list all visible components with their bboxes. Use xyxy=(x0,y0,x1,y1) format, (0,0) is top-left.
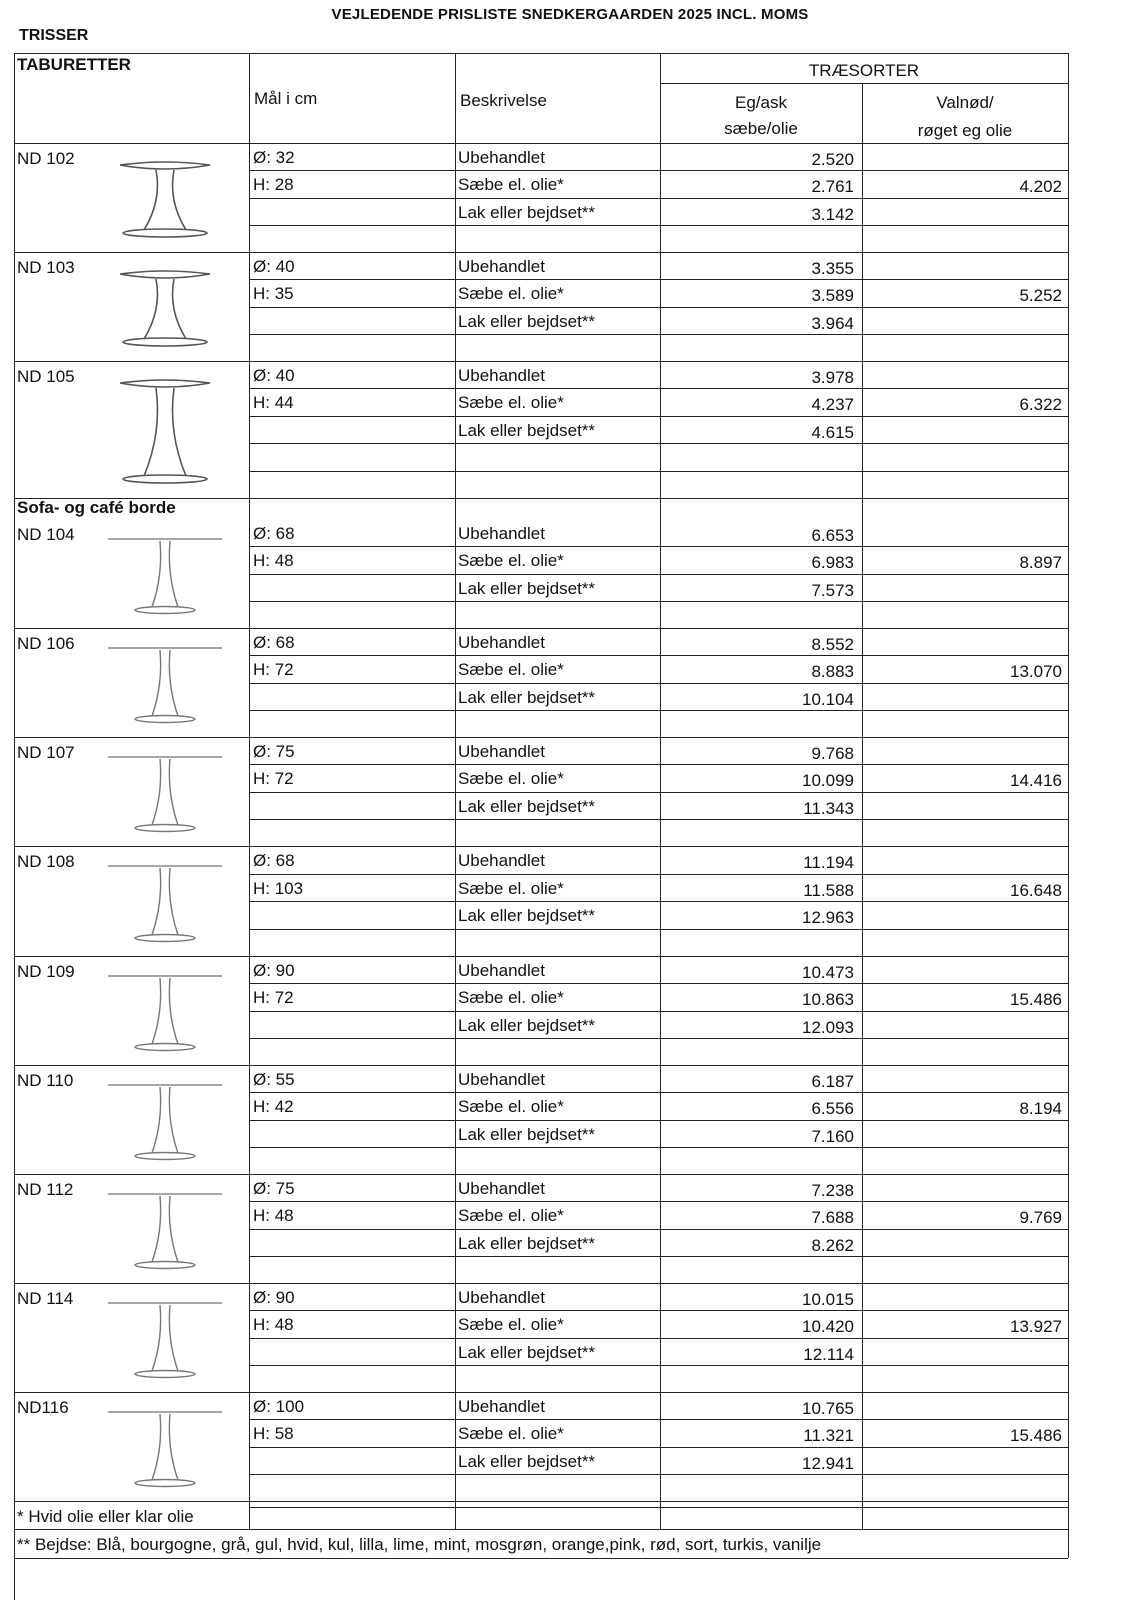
finish-label: Sæbe el. olie* xyxy=(458,1424,564,1444)
price-oak-ash: 6.187 xyxy=(811,1072,854,1091)
column-divider xyxy=(862,83,863,1529)
product-height: H: 58 xyxy=(253,1424,294,1444)
finish-label: Sæbe el. olie* xyxy=(458,878,564,898)
price-walnut: 8.194 xyxy=(1019,1099,1062,1119)
row-line xyxy=(249,546,1068,547)
price-oak-ash: 2.520 xyxy=(811,150,854,169)
header-dimensions: Mål i cm xyxy=(254,89,318,108)
product-code: ND 107 xyxy=(17,743,75,762)
row-line xyxy=(249,1092,1068,1093)
row-line xyxy=(249,901,1068,902)
price-oak-ash: 9.768 xyxy=(811,744,854,763)
table-icon xyxy=(100,640,230,725)
row-line xyxy=(249,655,1068,656)
row-line xyxy=(249,388,1068,389)
product-diameter: Ø: 90 xyxy=(253,1288,295,1307)
column-divider xyxy=(249,53,250,1529)
finish-label: Sæbe el. olie* xyxy=(458,551,564,571)
product-diameter: Ø: 68 xyxy=(253,633,295,652)
row-line xyxy=(249,1474,1068,1475)
price-oak-ash: 12.093 xyxy=(802,1017,854,1037)
finish-label: Ubehandlet xyxy=(458,961,545,980)
row-line xyxy=(249,983,1068,984)
row-line xyxy=(249,1419,1068,1420)
finish-label: Ubehandlet xyxy=(458,742,545,761)
price-oak-ash: 10.765 xyxy=(802,1399,854,1418)
price-oak-ash: 6.653 xyxy=(811,526,854,545)
header-description: Beskrivelse xyxy=(460,91,547,110)
table-icon xyxy=(100,1404,230,1489)
price-oak-ash: 3.142 xyxy=(811,204,854,224)
stool-icon xyxy=(100,373,230,486)
header-bottom-border xyxy=(14,143,1068,144)
header-walnut: Valnød/ xyxy=(936,93,994,112)
row-line xyxy=(249,1201,1068,1202)
product-height: H: 44 xyxy=(253,393,294,413)
finish-label: Lak eller bejdset** xyxy=(458,1233,596,1253)
product-diameter: Ø: 75 xyxy=(253,1179,295,1198)
finish-label: Sæbe el. olie* xyxy=(458,284,564,304)
product-code: ND 110 xyxy=(17,1071,74,1090)
product-block-border xyxy=(14,628,1068,629)
footnote-divider xyxy=(14,1529,1068,1530)
price-oak-ash: 3.978 xyxy=(811,368,854,387)
price-oak-ash: 10.099 xyxy=(802,771,854,791)
price-oak-ash: 11.343 xyxy=(803,798,854,818)
finish-label: Ubehandlet xyxy=(458,633,545,652)
product-code: ND 102 xyxy=(17,149,75,168)
finish-label: Lak eller bejdset** xyxy=(458,687,596,707)
row-line xyxy=(249,416,1068,417)
row-line xyxy=(249,1120,1068,1121)
row-line xyxy=(249,764,1068,765)
finish-label: Ubehandlet xyxy=(458,1397,545,1416)
table-icon xyxy=(100,531,230,616)
price-walnut: 9.769 xyxy=(1019,1208,1062,1228)
product-code: ND 103 xyxy=(17,258,75,277)
table-icon xyxy=(100,1077,230,1162)
row-line xyxy=(249,198,1068,199)
table-icon xyxy=(100,749,230,834)
price-walnut: 6.322 xyxy=(1019,395,1062,415)
finish-label: Sæbe el. olie* xyxy=(458,660,564,680)
section-heading-trisser: TRISSER xyxy=(19,27,89,44)
table-icon xyxy=(100,968,230,1053)
product-height: H: 103 xyxy=(253,878,304,898)
price-oak-ash: 3.964 xyxy=(811,313,854,333)
row-line xyxy=(249,1147,1068,1148)
row-line xyxy=(249,170,1068,171)
table-icon xyxy=(100,858,230,944)
row-line xyxy=(249,874,1068,875)
price-oak-ash: 2.761 xyxy=(811,177,854,197)
header-wood-types: TRÆSORTER xyxy=(808,61,920,80)
table-top-border xyxy=(14,53,1068,54)
product-height: H: 72 xyxy=(253,660,294,680)
finish-label: Ubehandlet xyxy=(458,257,545,276)
price-oak-ash: 11.321 xyxy=(803,1426,854,1446)
finish-label: Ubehandlet xyxy=(458,148,545,167)
price-walnut: 15.486 xyxy=(1010,1426,1062,1446)
product-code: ND 109 xyxy=(17,962,75,981)
product-block-border xyxy=(14,361,1068,362)
row-line xyxy=(249,601,1068,602)
price-oak-ash: 6.556 xyxy=(811,1099,854,1119)
finish-label: Sæbe el. olie* xyxy=(458,1097,564,1117)
row-line xyxy=(249,929,1068,930)
footnote-stain: ** Bejdse: Blå, bourgogne, grå, gul, hvid, kul, lilla, lime, mint, mosgrøn, orange,pink, rød, sort, turkis, vanilje xyxy=(17,1535,822,1554)
product-block-border xyxy=(14,1174,1068,1175)
product-diameter: Ø: 55 xyxy=(253,1070,295,1089)
product-code: ND 114 xyxy=(17,1289,74,1308)
product-height: H: 72 xyxy=(253,988,294,1008)
row-line xyxy=(249,1365,1068,1366)
price-oak-ash: 7.573 xyxy=(811,580,854,600)
price-oak-ash: 4.237 xyxy=(811,395,854,415)
product-diameter: Ø: 40 xyxy=(253,257,295,276)
product-block-border xyxy=(14,1392,1068,1393)
row-line xyxy=(249,443,1068,444)
product-code: ND 106 xyxy=(17,634,75,653)
row-line xyxy=(249,279,1068,280)
price-oak-ash: 12.941 xyxy=(802,1453,854,1473)
product-diameter: Ø: 68 xyxy=(253,851,295,870)
price-oak-ash: 8.552 xyxy=(811,635,854,654)
product-diameter: Ø: 32 xyxy=(253,148,295,167)
row-line xyxy=(249,471,1068,472)
product-block-border xyxy=(14,1501,1068,1502)
footnote-oil: * Hvid olie eller klar olie xyxy=(17,1507,194,1526)
price-oak-ash: 8.883 xyxy=(811,662,854,682)
finish-label: Lak eller bejdset** xyxy=(458,1124,596,1144)
price-oak-ash: 10.015 xyxy=(802,1290,854,1309)
price-walnut: 14.416 xyxy=(1010,771,1062,791)
row-line xyxy=(249,307,1068,308)
price-oak-ash: 7.688 xyxy=(811,1208,854,1228)
table-left-border xyxy=(14,53,15,1600)
row-line xyxy=(249,710,1068,711)
price-oak-ash: 10.420 xyxy=(802,1317,854,1337)
finish-label: Sæbe el. olie* xyxy=(458,175,564,195)
finish-label: Lak eller bejdset** xyxy=(458,420,596,440)
row-line xyxy=(249,683,1068,684)
finish-label: Ubehandlet xyxy=(458,1179,545,1198)
row-line xyxy=(249,792,1068,793)
finish-label: Sæbe el. olie* xyxy=(458,1206,564,1226)
product-block-border xyxy=(14,737,1068,738)
header-taburetter: TABURETTER xyxy=(17,55,131,74)
product-block-border xyxy=(14,1283,1068,1284)
row-line xyxy=(249,225,1068,226)
row-line xyxy=(249,1507,1068,1508)
product-code: ND 112 xyxy=(17,1180,74,1199)
product-height: H: 48 xyxy=(253,551,294,571)
price-oak-ash: 7.160 xyxy=(811,1126,854,1146)
product-height: H: 72 xyxy=(253,769,294,789)
wood-types-divider xyxy=(660,83,1068,84)
row-line xyxy=(249,574,1068,575)
price-oak-ash: 6.983 xyxy=(811,553,854,573)
product-code: ND 105 xyxy=(17,367,75,386)
finish-label: Ubehandlet xyxy=(458,1288,545,1307)
row-line xyxy=(249,819,1068,820)
product-block-border xyxy=(14,252,1068,253)
product-height: H: 35 xyxy=(253,284,294,304)
finish-label: Lak eller bejdset** xyxy=(458,1342,596,1362)
table-icon xyxy=(100,1295,230,1380)
price-oak-ash: 7.238 xyxy=(811,1181,854,1200)
product-block-border xyxy=(14,1065,1068,1066)
finish-label: Ubehandlet xyxy=(458,366,545,385)
column-divider xyxy=(660,53,661,1529)
finish-label: Sæbe el. olie* xyxy=(458,393,564,413)
row-line xyxy=(249,1310,1068,1311)
stool-icon xyxy=(100,155,230,240)
price-walnut: 4.202 xyxy=(1019,177,1062,197)
price-walnut: 15.486 xyxy=(1010,990,1062,1010)
finish-label: Ubehandlet xyxy=(458,851,545,870)
finish-label: Sæbe el. olie* xyxy=(458,1315,564,1335)
product-diameter: Ø: 75 xyxy=(253,742,295,761)
row-line xyxy=(249,1338,1068,1339)
row-line xyxy=(249,1256,1068,1257)
price-walnut: 16.648 xyxy=(1010,880,1062,900)
product-diameter: Ø: 68 xyxy=(253,524,295,543)
finish-label: Sæbe el. olie* xyxy=(458,769,564,789)
table-icon xyxy=(100,1186,230,1271)
product-diameter: Ø: 90 xyxy=(253,961,295,980)
section-heading-sofa-cafe: Sofa- og café borde xyxy=(17,498,176,517)
product-height: H: 48 xyxy=(253,1206,294,1226)
row-line xyxy=(249,1229,1068,1230)
row-line xyxy=(249,1038,1068,1039)
header-walnut-finish: røget eg olie xyxy=(917,121,1013,140)
product-diameter: Ø: 100 xyxy=(253,1397,305,1416)
finish-label: Lak eller bejdset** xyxy=(458,796,596,816)
finish-label: Lak eller bejdset** xyxy=(458,311,596,331)
page-title: VEJLEDENDE PRISLISTE SNEDKERGAARDEN 2025 INCL. MOMS xyxy=(331,6,809,23)
row-line xyxy=(249,334,1068,335)
product-height: H: 48 xyxy=(253,1315,294,1335)
finish-label: Lak eller bejdset** xyxy=(458,578,596,598)
stool-icon xyxy=(100,264,230,349)
finish-label: Lak eller bejdset** xyxy=(458,1451,596,1471)
price-oak-ash: 11.194 xyxy=(803,853,854,872)
price-oak-ash: 8.262 xyxy=(811,1235,854,1255)
row-line xyxy=(249,1011,1068,1012)
finish-label: Ubehandlet xyxy=(458,524,545,543)
footnote-divider xyxy=(14,1558,1068,1559)
column-divider xyxy=(455,53,456,1529)
product-code: ND 108 xyxy=(17,852,75,871)
price-walnut: 8.897 xyxy=(1019,553,1062,573)
price-oak-ash: 3.589 xyxy=(811,286,854,306)
price-walnut: 13.070 xyxy=(1010,662,1062,682)
finish-label: Ubehandlet xyxy=(458,1070,545,1089)
product-diameter: Ø: 40 xyxy=(253,366,295,385)
product-block-border xyxy=(14,846,1068,847)
finish-label: Sæbe el. olie* xyxy=(458,988,564,1008)
header-oak-ash-finish: sæbe/olie xyxy=(724,119,798,138)
price-oak-ash: 10.863 xyxy=(802,990,854,1010)
product-block-border xyxy=(14,956,1068,957)
price-walnut: 5.252 xyxy=(1019,286,1062,306)
finish-label: Lak eller bejdset** xyxy=(458,906,596,925)
product-height: H: 28 xyxy=(253,175,294,195)
finish-label: Lak eller bejdset** xyxy=(458,1015,596,1035)
price-oak-ash: 4.615 xyxy=(811,422,854,442)
product-code: ND116 xyxy=(17,1398,69,1417)
price-oak-ash: 10.104 xyxy=(802,689,854,709)
price-walnut: 13.927 xyxy=(1010,1317,1062,1337)
product-code: ND 104 xyxy=(17,525,75,544)
price-oak-ash: 3.355 xyxy=(811,259,854,278)
price-oak-ash: 11.588 xyxy=(803,880,854,900)
price-oak-ash: 12.114 xyxy=(803,1344,854,1364)
product-height: H: 42 xyxy=(253,1097,294,1117)
table-right-border xyxy=(1068,53,1069,1558)
price-oak-ash: 10.473 xyxy=(802,963,854,982)
finish-label: Lak eller bejdset** xyxy=(458,202,596,222)
header-oak-ash: Eg/ask xyxy=(735,93,787,112)
price-oak-ash: 12.963 xyxy=(802,908,854,927)
row-line xyxy=(249,1447,1068,1448)
